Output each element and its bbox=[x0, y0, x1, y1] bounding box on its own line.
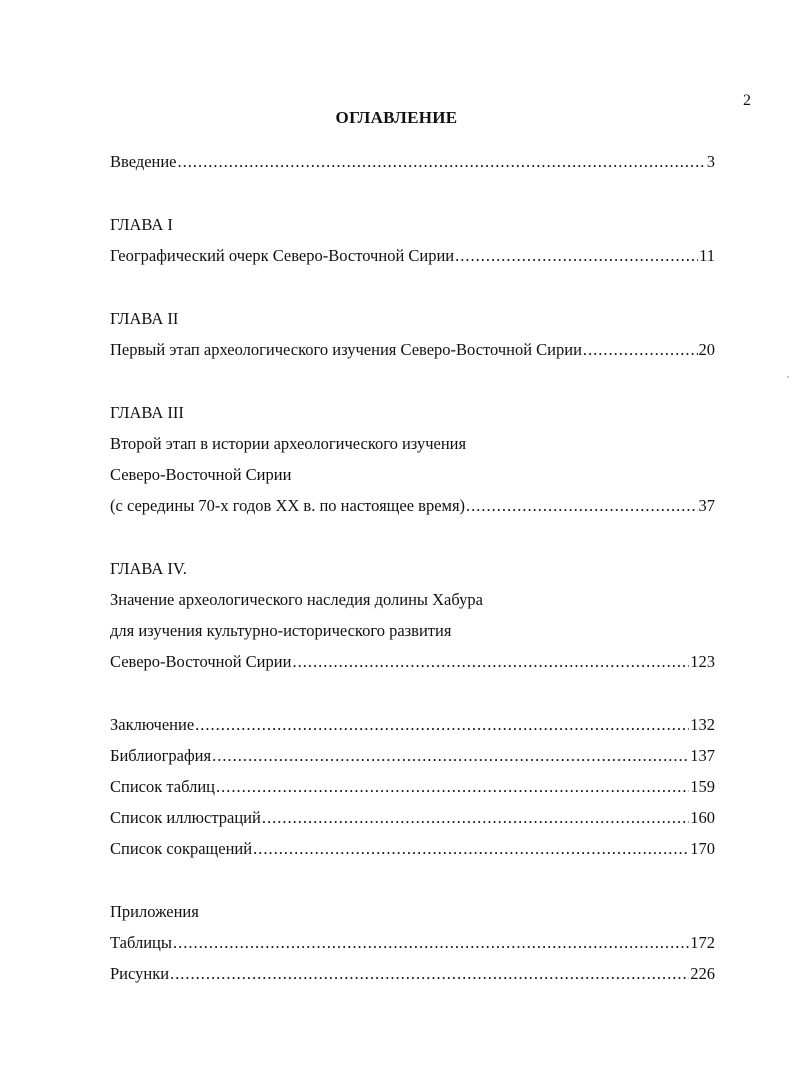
dot-leader bbox=[195, 709, 689, 740]
dot-leader bbox=[216, 771, 689, 802]
chapter-3-heading: ГЛАВА III bbox=[110, 403, 184, 422]
toc-entry-bibliography bbox=[110, 740, 715, 771]
chapter-2-entry bbox=[110, 334, 715, 365]
dot-leader bbox=[170, 958, 689, 989]
toc-entry-page: 11 bbox=[699, 246, 715, 265]
toc-entry-page: 37 bbox=[698, 496, 715, 515]
chapter-2-heading: ГЛАВА II bbox=[110, 309, 179, 328]
dot-leader bbox=[173, 927, 689, 958]
toc-entry-page: 20 bbox=[698, 340, 715, 359]
toc-entry-label: Список иллюстраций bbox=[110, 808, 261, 827]
chapter-4-entry bbox=[110, 646, 715, 677]
chapter-4-heading: ГЛАВА IV. bbox=[110, 559, 187, 578]
toc-entry-intro bbox=[110, 146, 715, 177]
dot-leader bbox=[455, 240, 698, 271]
toc-entry-page: 137 bbox=[690, 746, 715, 765]
toc-entry-label: Первый этап археологического изучения Северо-Восточной Сирии bbox=[110, 340, 582, 359]
toc-entry-page: 170 bbox=[690, 839, 715, 858]
toc-entry-label: Географический очерк Северо-Восточной Сирии bbox=[110, 246, 455, 265]
page-title: ОГЛАВЛЕНИЕ bbox=[335, 108, 458, 127]
toc-entry-label: Северо-Восточной Сирии bbox=[110, 652, 292, 671]
chapter-3-line-2: Северо-Восточной Сирии bbox=[110, 465, 292, 484]
toc-entry-page: 160 bbox=[690, 808, 715, 827]
dot-leader bbox=[583, 334, 698, 365]
toc-entry-page: 3 bbox=[706, 152, 715, 171]
dot-leader bbox=[262, 802, 689, 833]
chapter-1-entry bbox=[110, 240, 715, 271]
toc-entry-label: Список сокращений bbox=[110, 839, 253, 858]
toc-entry-page: 123 bbox=[690, 652, 715, 671]
toc-entry-label: Библиография bbox=[110, 746, 212, 765]
toc-entry-label: (с середины 70-х годов XX в. по настоящее время) bbox=[110, 496, 466, 515]
chapter-1-heading: ГЛАВА I bbox=[110, 215, 173, 234]
table-of-contents bbox=[110, 146, 715, 989]
toc-entry-label: Таблицы bbox=[110, 933, 172, 952]
toc-entry-label: Заключение bbox=[110, 715, 195, 734]
toc-entry-appendix-figures bbox=[110, 958, 715, 989]
toc-entry-page: 159 bbox=[690, 777, 715, 796]
toc-entry-conclusion bbox=[110, 709, 715, 740]
appendices-heading: Приложения bbox=[110, 902, 199, 921]
toc-entry-page: 172 bbox=[690, 933, 715, 952]
toc-entry-tables-list bbox=[110, 771, 715, 802]
toc-entry-page: 132 bbox=[690, 715, 715, 734]
chapter-4-line-2: для изучения культурно-исторического развития bbox=[110, 621, 452, 640]
toc-entry-illustrations-list bbox=[110, 802, 715, 833]
chapter-3-line-1: Второй этап в истории археологического изучения bbox=[110, 434, 467, 453]
dot-leader bbox=[253, 833, 689, 864]
toc-entry-label: Рисунки bbox=[110, 964, 170, 983]
toc-entry-label: Введение bbox=[110, 152, 177, 171]
toc-entry-page: 226 bbox=[690, 964, 715, 983]
toc-entry-abbreviations-list bbox=[110, 833, 715, 864]
dot-leader bbox=[212, 740, 689, 771]
scan-mark: , bbox=[787, 370, 789, 379]
toc-entry-appendix-tables bbox=[110, 927, 715, 958]
chapter-4-line-1: Значение археологического наследия долины Хабура bbox=[110, 590, 483, 609]
chapter-3-entry bbox=[110, 490, 715, 521]
toc-entry-label: Список таблиц bbox=[110, 777, 215, 796]
dot-leader bbox=[466, 490, 697, 521]
dot-leader bbox=[178, 146, 706, 177]
page-number: 2 bbox=[743, 92, 751, 109]
dot-leader bbox=[292, 646, 689, 677]
